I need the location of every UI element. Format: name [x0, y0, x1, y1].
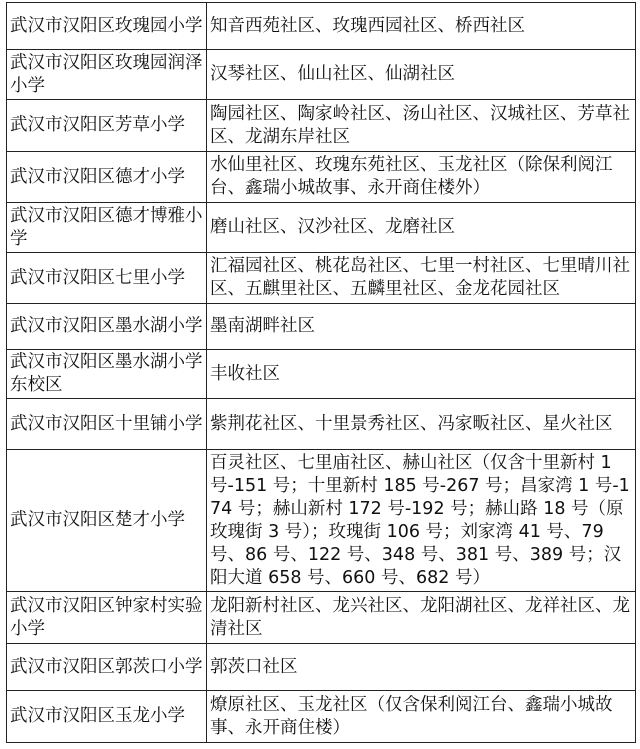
zone-communities: 燎原社区、玉龙社区（仅含保利阅江台、鑫瑞小城故事、永开商住楼） — [207, 691, 636, 743]
table-row — [7, 691, 636, 743]
table-row — [7, 50, 636, 100]
table-row — [7, 253, 636, 304]
school-name: 武汉市汉阳区德才小学 — [7, 152, 207, 203]
zone-communities: 汇福园社区、桃花岛社区、七里一村社区、七里晴川社区、五麒里社区、五麟里社区、金龙花园社区 — [207, 253, 636, 304]
table-row — [7, 592, 636, 644]
school-name: 武汉市汉阳区七里小学 — [7, 253, 207, 304]
zone-communities: 墨南湖畔社区 — [207, 304, 636, 350]
table-row — [7, 203, 636, 253]
zone-communities: 百灵社区、七里庙社区、赫山社区（仅含十里新村 1 号-151 号；十里新村 185 号-267 号；昌家湾 1 号-174 号；赫山新村 172 号-192 号；赫山路 18 号（原玫瑰街 3 号）；玫瑰街 106 号；刘家湾 41 号、79 号、86 号、122 号、348 号、381 号、389 号；汉阳大道 658 号、660 号、682 号） — [207, 450, 636, 592]
zone-communities: 水仙里社区、玫瑰东苑社区、玉龙社区（除保利阅江台、鑫瑞小城故事、永开商住楼外） — [207, 152, 636, 203]
zone-communities: 丰收社区 — [207, 350, 636, 399]
zone-communities: 汉琴社区、仙山社区、仙湖社区 — [207, 50, 636, 100]
table-row — [7, 152, 636, 203]
table-row — [7, 3, 636, 50]
zone-communities: 郭茨口社区 — [207, 644, 636, 691]
zone-communities: 陶园社区、陶家岭社区、汤山社区、汉城社区、芳草社区、龙湖东岸社区 — [207, 100, 636, 152]
table-row — [7, 399, 636, 450]
school-name: 武汉市汉阳区芳草小学 — [7, 100, 207, 152]
school-name: 武汉市汉阳区德才博雅小学 — [7, 203, 207, 253]
table-row — [7, 350, 636, 399]
school-name: 武汉市汉阳区玫瑰园小学 — [7, 3, 207, 50]
table-row — [7, 450, 636, 592]
school-name: 武汉市汉阳区钟家村实验小学 — [7, 592, 207, 644]
zone-communities: 知音西苑社区、玫瑰西园社区、桥西社区 — [207, 3, 636, 50]
school-name: 武汉市汉阳区玫瑰园润泽小学 — [7, 50, 207, 100]
school-name: 武汉市汉阳区郭茨口小学 — [7, 644, 207, 691]
enrollment-zone-table — [6, 2, 636, 743]
table-row — [7, 304, 636, 350]
table-row — [7, 100, 636, 152]
zone-communities: 紫荆花社区、十里景秀社区、冯家畈社区、星火社区 — [207, 399, 636, 450]
table-row — [7, 644, 636, 691]
zone-communities: 磨山社区、汉沙社区、龙磨社区 — [207, 203, 636, 253]
school-name: 武汉市汉阳区玉龙小学 — [7, 691, 207, 743]
school-name: 武汉市汉阳区墨水湖小学东校区 — [7, 350, 207, 399]
school-name: 武汉市汉阳区楚才小学 — [7, 450, 207, 592]
school-name: 武汉市汉阳区墨水湖小学 — [7, 304, 207, 350]
zone-communities: 龙阳新村社区、龙兴社区、龙阳湖社区、龙祥社区、龙清社区 — [207, 592, 636, 644]
school-name: 武汉市汉阳区十里铺小学 — [7, 399, 207, 450]
